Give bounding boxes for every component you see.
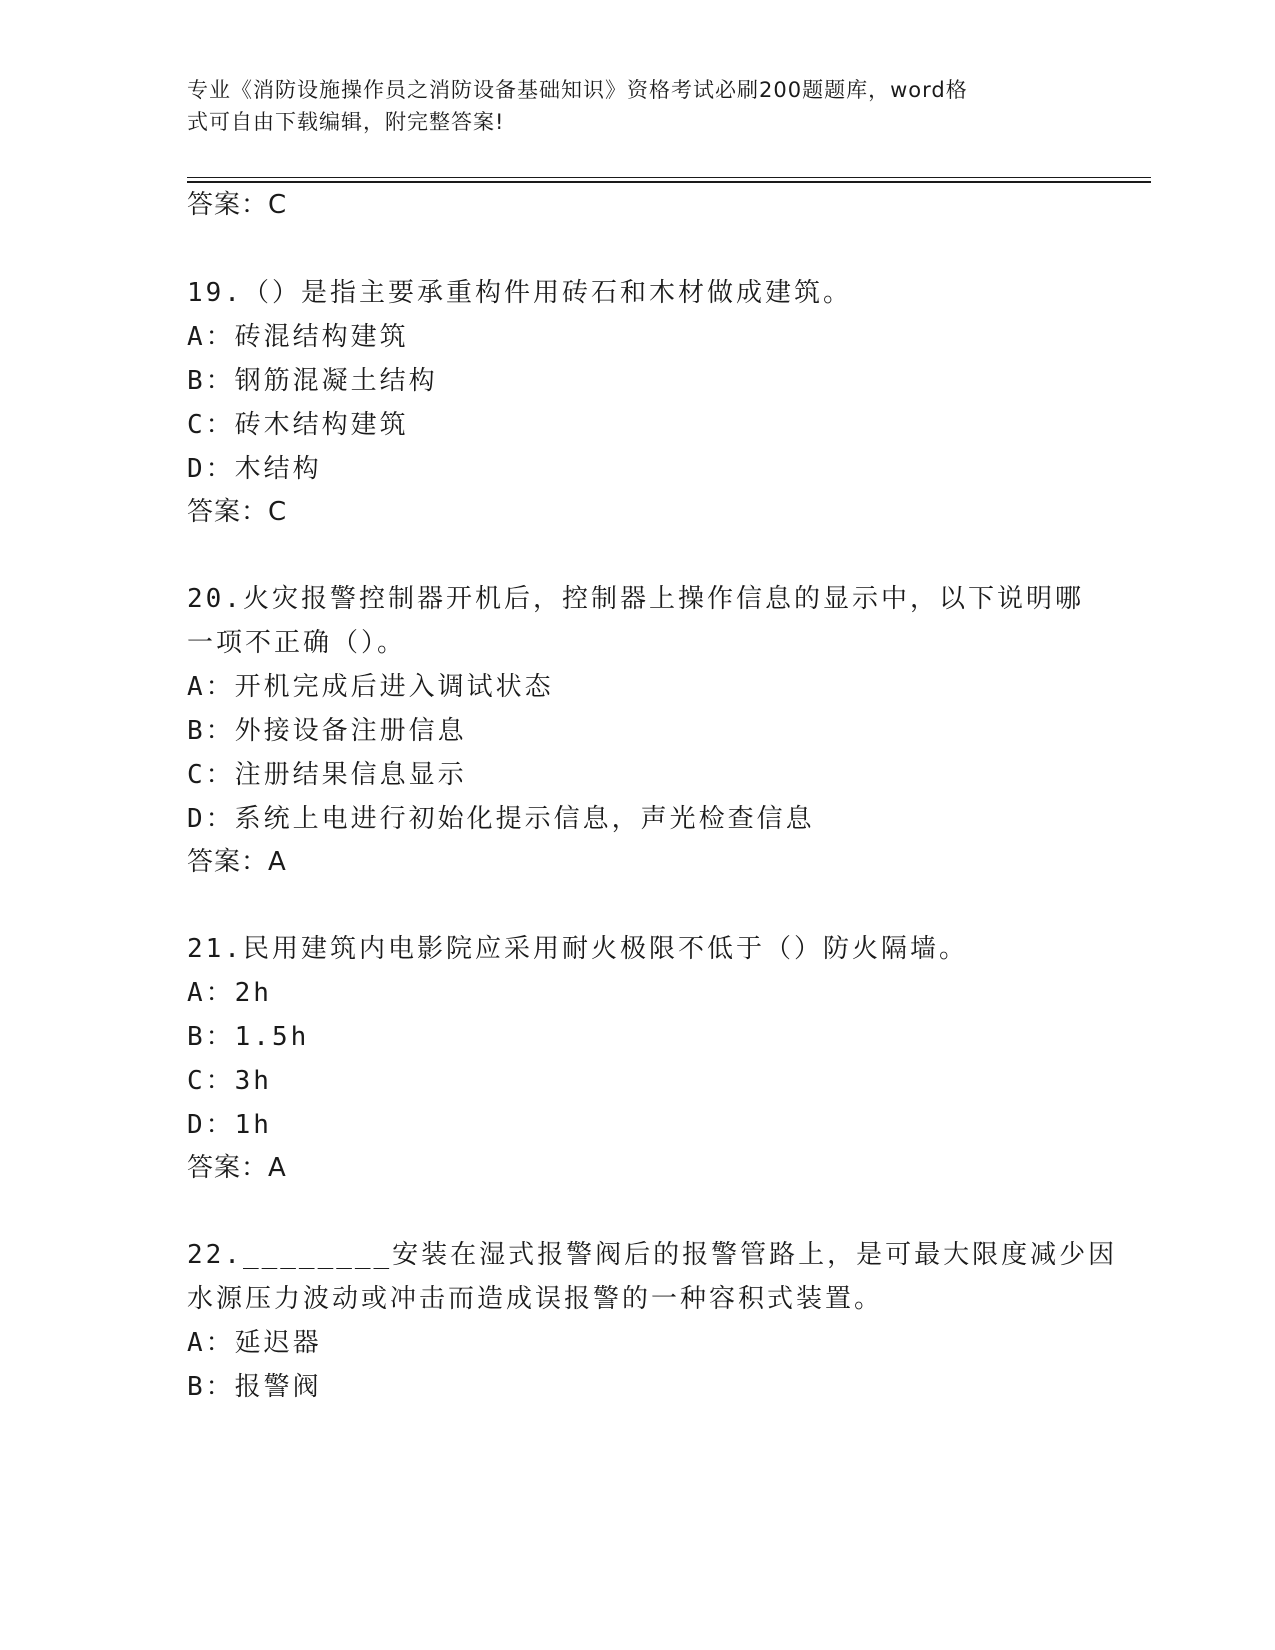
- question-20-stem-line-2: 一项不正确（）。: [187, 628, 407, 658]
- answer-prev-question: 答案：C: [187, 190, 288, 220]
- header-divider-thin: [187, 177, 1151, 178]
- question-22-option-a: A：延迟器: [187, 1328, 322, 1358]
- question-20-stem-line-1: 20.火灾报警控制器开机后，控制器上操作信息的显示中，以下说明哪: [187, 584, 1084, 614]
- question-20-answer: 答案：A: [187, 847, 287, 877]
- question-19-stem: 19.（）是指主要承重构件用砖石和木材做成建筑。: [187, 278, 852, 308]
- question-21-option-a: A：2h: [187, 978, 272, 1008]
- question-19-option-b: B：钢筋混凝土结构: [187, 366, 438, 396]
- question-19-option-a: A：砖混结构建筑: [187, 322, 409, 352]
- header-line-2: 式可自由下载编辑，附完整答案!: [187, 110, 505, 134]
- document-header: [187, 74, 1067, 138]
- question-20-option-d: D：系统上电进行初始化提示信息，声光检查信息: [187, 804, 815, 834]
- question-19-option-d: D：木结构: [187, 454, 322, 484]
- question-20-option-b: B：外接设备注册信息: [187, 716, 467, 746]
- question-21-option-c: C：3h: [187, 1066, 272, 1096]
- question-20-option-a: A：开机完成后进入调试状态: [187, 672, 554, 702]
- question-21-option-d: D：1h: [187, 1110, 272, 1140]
- question-22-stem-line-2: 水源压力波动或冲击而造成误报警的一种容积式装置。: [187, 1284, 884, 1314]
- question-19-answer: 答案：C: [187, 497, 288, 527]
- header-line-1: 专业《消防设施操作员之消防设备基础知识》资格考试必刷200题题库，word格: [187, 78, 968, 102]
- question-19-option-c: C：砖木结构建筑: [187, 410, 409, 440]
- header-divider-thick: [187, 181, 1151, 183]
- question-22-option-b: B：报警阀: [187, 1372, 322, 1402]
- question-21-stem: 21.民用建筑内电影院应采用耐火极限不低于（）防火隔墙。: [187, 934, 968, 964]
- question-21-answer: 答案：A: [187, 1153, 287, 1183]
- question-22-stem-line-1: 22.________安装在湿式报警阀后的报警管路上，是可最大限度减少因: [187, 1240, 1118, 1270]
- question-21-option-b: B：1.5h: [187, 1022, 310, 1052]
- question-20-option-c: C：注册结果信息显示: [187, 760, 467, 790]
